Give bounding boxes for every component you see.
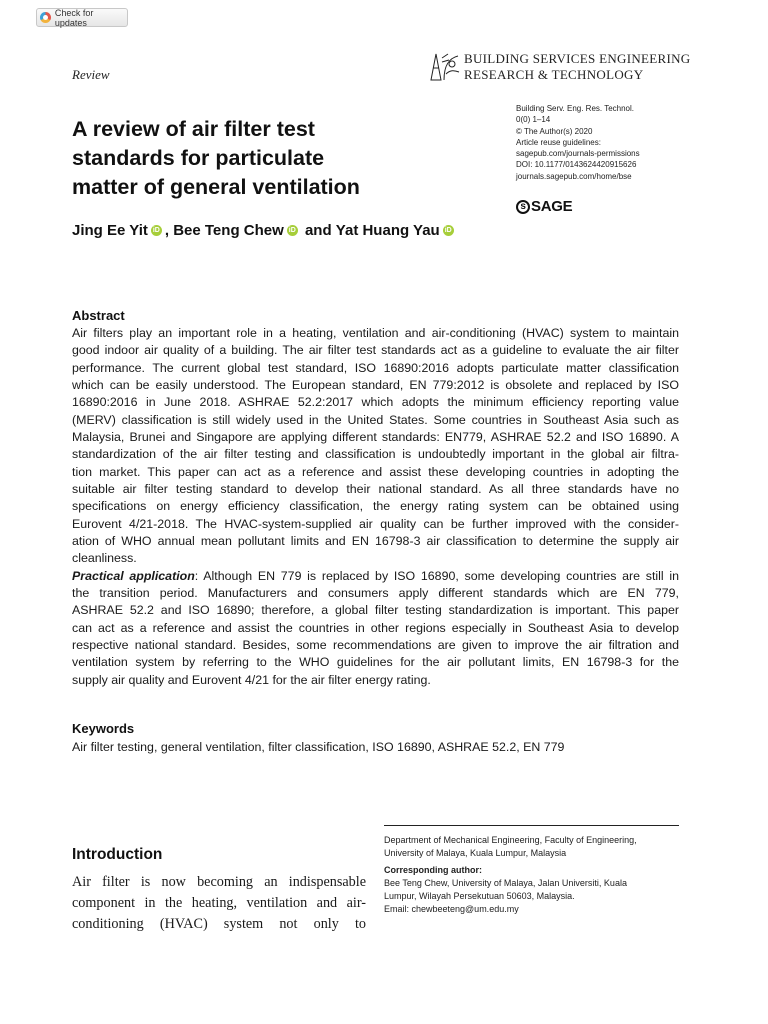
crossmark-icon bbox=[40, 12, 51, 23]
practical-application-line: can act as a reference and assist the countries in other regions especially in Southeast Asia to develop bbox=[72, 621, 679, 635]
copyright-line: © The Author(s) 2020 bbox=[516, 126, 593, 136]
author-list bbox=[72, 222, 457, 239]
author-name[interactable]: Jing Ee Yit bbox=[72, 222, 148, 239]
abstract-line: standardization of the air filter testing and classification is undoubtedly important in the global air filtra- bbox=[72, 447, 679, 461]
reuse-link[interactable]: sagepub.com/journals-permissions bbox=[516, 149, 640, 159]
orcid-icon[interactable]: iD bbox=[152, 227, 160, 234]
author-name[interactable]: Bee Teng Chew bbox=[173, 222, 284, 239]
practical-application-line: the transition period. Manufacturers and consumers apply different standards which are EN 779, bbox=[72, 586, 679, 600]
introduction-line: Air filter is now becoming an indispensable bbox=[72, 874, 366, 890]
journal-name-line1: BUILDING SERVICES ENGINEERING bbox=[464, 51, 691, 66]
practical-application-line bbox=[72, 568, 679, 585]
journal-homepage-link[interactable]: journals.sagepub.com/home/bse bbox=[516, 171, 632, 181]
corresponding-author-line: Bee Teng Chew, University of Malaya, Jalan Universiti, Kuala bbox=[384, 878, 627, 888]
corresponding-email[interactable]: Email: chewbeeteng@um.edu.my bbox=[384, 904, 519, 914]
practical-application-line: respective national standard. Besides, some recommendations are given to improve the air filtration and bbox=[72, 638, 679, 652]
abstract-line: Malaysia, Brunei and Singapore are applying different standards: EN779, ASHRAE 52.2 and ISO 16890. A bbox=[72, 430, 679, 444]
affiliation-block bbox=[384, 834, 684, 916]
journal-emblem-icon bbox=[428, 50, 462, 84]
abstract-line: suitable air filter testing standard to develop their national standard. As all three standards have no bbox=[72, 482, 679, 496]
abstract-line: specifications on energy efficiency classification, the energy rating system can be obtained using bbox=[72, 499, 679, 513]
publisher-name: SAGE bbox=[531, 198, 573, 215]
keywords-list: Air filter testing, general ventilation, filter classification, ISO 16890, ASHRAE 52.2, EN 779 bbox=[72, 740, 565, 754]
abstract-line: tion market. This paper can act as a reference and assist these developing countries in adopting the bbox=[72, 465, 679, 479]
orcid-icon[interactable]: iD bbox=[444, 227, 452, 234]
abstract-line: good indoor air quality of a building. The air filter test standards act as a guideline to evaluate the air filter bbox=[72, 343, 679, 357]
introduction-line: conditioning (HVAC) system not only to bbox=[72, 916, 366, 932]
abstract-line: ation of WHO annual mean pollutant limits and EN 16798-3 air classification to determine the supply air bbox=[72, 534, 679, 548]
article-type-label: Review bbox=[72, 67, 110, 82]
author-name[interactable]: Yat Huang Yau bbox=[335, 222, 440, 239]
abstract-line: Eurovent 4/21-2018. The HVAC-system-supplied air quality can be further improved with the consider- bbox=[72, 517, 679, 531]
publisher-logo bbox=[516, 198, 572, 215]
keywords-heading: Keywords bbox=[72, 721, 135, 736]
affiliation-line: University of Malaya, Kuala Lumpur, Malaysia bbox=[384, 848, 567, 858]
abstract-line: Air filters play an important role in a heating, ventilation and air-conditioning (HVAC) system to maintain bbox=[72, 326, 679, 340]
doi-link[interactable]: DOI: 10.1177/0143624420915626 bbox=[516, 160, 637, 170]
title-line: A review of air filter test bbox=[72, 117, 315, 141]
journal-abbrev: Building Serv. Eng. Res. Technol. bbox=[516, 104, 634, 113]
introduction-line: component in the heating, ventilation and air- bbox=[72, 895, 366, 911]
author-separator: , bbox=[164, 222, 174, 239]
author-separator: and bbox=[300, 222, 336, 239]
reuse-label: Article reuse guidelines: bbox=[516, 137, 601, 147]
practical-application-line: ventilation system by referring to the WHO guidelines for the air pollutant limits, EN 16798-3 for the bbox=[72, 655, 679, 669]
practical-application-text: : Although EN 779 is replaced by ISO 16890, some developing countries are still in bbox=[194, 569, 679, 583]
title-line: matter of general ventilation bbox=[72, 175, 360, 199]
abstract-line: performance. The current global test standard, ISO 16890:2016 adopts particulate matter classification bbox=[72, 361, 679, 375]
journal-logo bbox=[428, 50, 691, 86]
abstract-line: which can be easily understood. The European standard, EN 779:2012 is obsolete and replaced by ISO bbox=[72, 378, 679, 392]
corresponding-author-heading: Corresponding author: bbox=[384, 865, 482, 875]
article-title bbox=[72, 115, 472, 202]
title-line: standards for particulate bbox=[72, 146, 325, 170]
practical-application-label: Practical application bbox=[72, 569, 195, 583]
volume-pages: 0(0) 1–14 bbox=[516, 115, 551, 125]
sage-icon: s bbox=[516, 200, 530, 214]
abstract-line: (MERV) classification is still widely used in the United States. Some countries in Southeast Asia such as bbox=[72, 413, 679, 427]
abstract-line: cleanliness. bbox=[72, 551, 137, 565]
journal-name-line2: RESEARCH & TECHNOLOGY bbox=[464, 67, 644, 82]
abstract-line: 16890:2016 in June 2018. ASHRAE 52.2:2017 which adopts the minimum efficiency reporting value bbox=[72, 395, 679, 409]
practical-application-line: supply air quality and Eurovent 4/21 for the air filter energy rating. bbox=[72, 673, 431, 687]
orcid-icon[interactable]: iD bbox=[288, 227, 296, 234]
affiliation-line: Department of Mechanical Engineering, Faculty of Engineering, bbox=[384, 835, 637, 845]
introduction-heading: Introduction bbox=[72, 846, 163, 863]
check-for-updates-button[interactable] bbox=[36, 8, 128, 27]
citation-block bbox=[516, 103, 696, 182]
abstract-heading: Abstract bbox=[72, 308, 125, 323]
practical-application-line: ASHRAE 52.2 and ISO 16890; therefore, a global filter testing standardization is important. This paper bbox=[72, 603, 679, 617]
corresponding-author-line: Lumpur, Wilayah Persekutuan 50603, Malaysia. bbox=[384, 891, 575, 901]
affiliation-divider bbox=[384, 825, 679, 826]
check-for-updates-label: Check for updates bbox=[54, 7, 94, 28]
